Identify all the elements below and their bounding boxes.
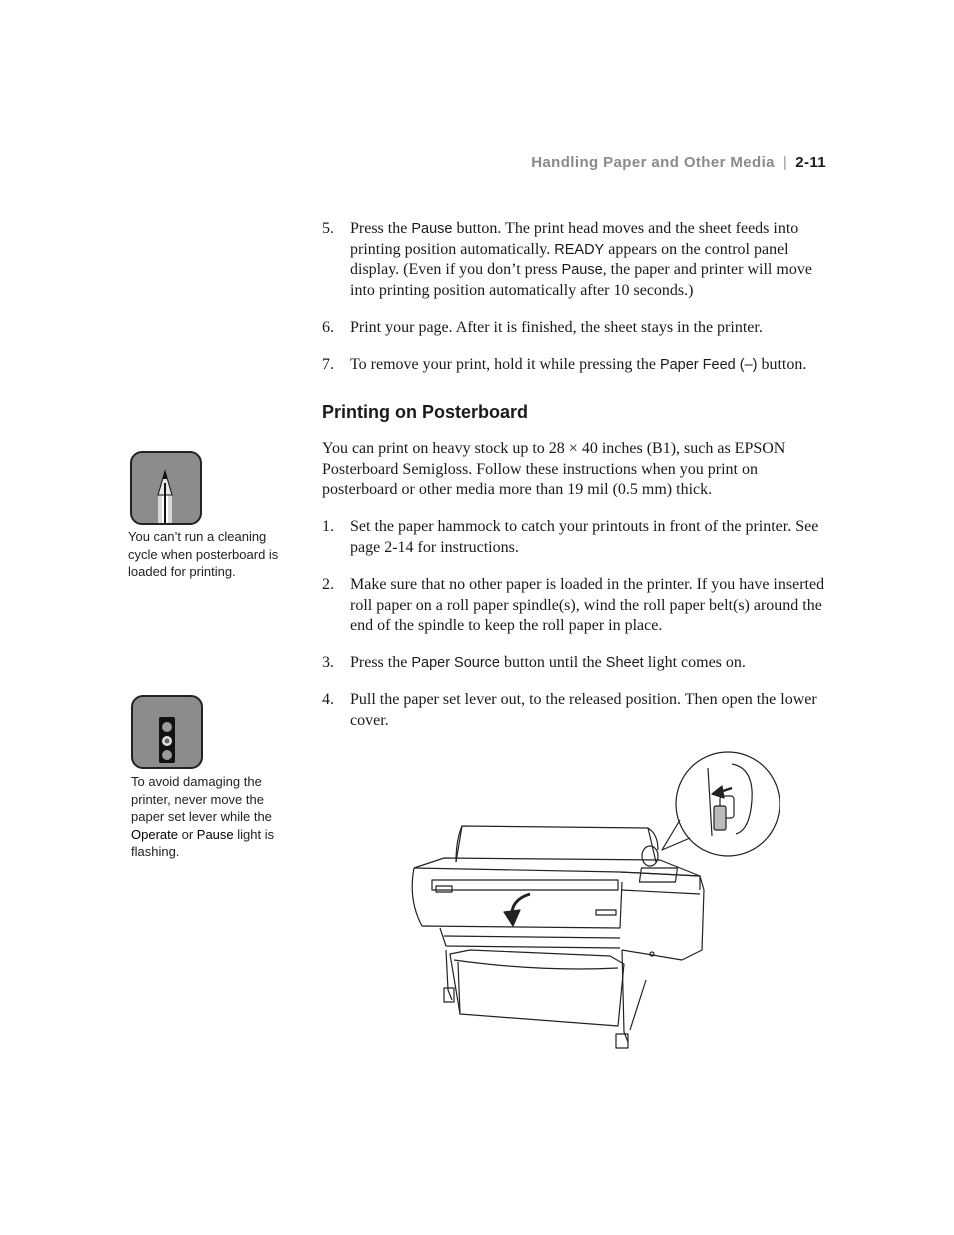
step-text — [350, 653, 832, 674]
margin-note-paper-lever — [131, 773, 291, 861]
step-number: 6. — [322, 319, 334, 336]
step-text — [350, 219, 832, 301]
step-number: 3. — [322, 654, 334, 671]
section-heading: Printing on Posterboard — [322, 402, 529, 422]
display-message-ready: READY — [554, 241, 605, 258]
step-text: Print your page. After it is finished, the sheet stays in the printer. — [350, 319, 763, 336]
light-name-sheet: Sheet — [605, 655, 644, 671]
text-run: light comes on. — [643, 654, 746, 671]
light-name-operate: Operate — [131, 826, 178, 842]
light-name-pause: Pause — [196, 826, 234, 842]
step-5 — [322, 219, 832, 301]
step-7 — [322, 355, 832, 376]
header-section-title: Handling Paper and Other Media — [531, 154, 775, 171]
step-1 — [322, 517, 832, 558]
step-text: Set the paper hammock to catch your printouts in front of the printer. See page 2-14 for instructions. — [350, 518, 819, 556]
text-run: button. The print head moves and the sheet feeds into printing position automatically. — [350, 220, 799, 258]
margin-note-cleaning: You can’t run a cleaning cycle when posterboard is loaded for printing. — [128, 529, 279, 579]
step-number: 7. — [322, 356, 334, 373]
text-run: Press the — [350, 220, 412, 237]
step-number: 5. — [322, 220, 334, 237]
pencil-tip-icon — [130, 451, 202, 525]
page-number: 2-11 — [795, 154, 826, 171]
step-4 — [322, 690, 832, 731]
step-3 — [322, 653, 832, 674]
text-run: or — [177, 826, 197, 842]
intro-paragraph: You can print on heavy stock up to 28 × 40 inches (B1), such as EPSON Posterboard Semigloss. Follow these instructions when you print on posterboard or other media more than 19 mil (0.5 mm) thick. — [322, 440, 786, 498]
text-run: light is flashing. — [131, 826, 275, 859]
text-run: Press the — [350, 654, 412, 671]
button-name-paper-feed: Paper Feed (–) — [659, 357, 758, 373]
step-number: 2. — [322, 576, 334, 593]
button-name-pause: Pause — [411, 221, 453, 237]
button-name-pause: Pause — [561, 262, 603, 278]
text-run: To remove your print, hold it while pressing the — [350, 356, 660, 373]
text-run: appears on the control panel display. (Even if you don’t press — [350, 240, 789, 278]
printer-illustration — [400, 750, 780, 1055]
text-run: button. — [757, 356, 807, 373]
indicator-lights-icon — [131, 695, 203, 769]
text-run: To avoid damaging the printer, never move the paper set lever while the — [131, 774, 272, 824]
header-separator: | — [782, 154, 788, 171]
step-text: Pull the paper set lever out, to the released position. Then open the lower cover. — [350, 691, 817, 729]
step-2 — [322, 575, 832, 637]
button-name-paper-source: Paper Source — [411, 655, 500, 671]
step-text: Make sure that no other paper is loaded in the printer. If you have inserted roll paper on a roll paper spindle(s), wind the roll paper belt(s) around the end of the spindle to keep the roll paper in place. — [350, 576, 825, 634]
text-run: button until the — [500, 654, 606, 671]
step-number: 4. — [322, 691, 334, 708]
running-header — [531, 154, 826, 171]
text-run: , the paper and printer will move into printing position automatically after 10 seconds.) — [350, 261, 812, 299]
step-text — [350, 355, 832, 376]
step-number: 1. — [322, 518, 334, 535]
step-6 — [322, 318, 832, 339]
